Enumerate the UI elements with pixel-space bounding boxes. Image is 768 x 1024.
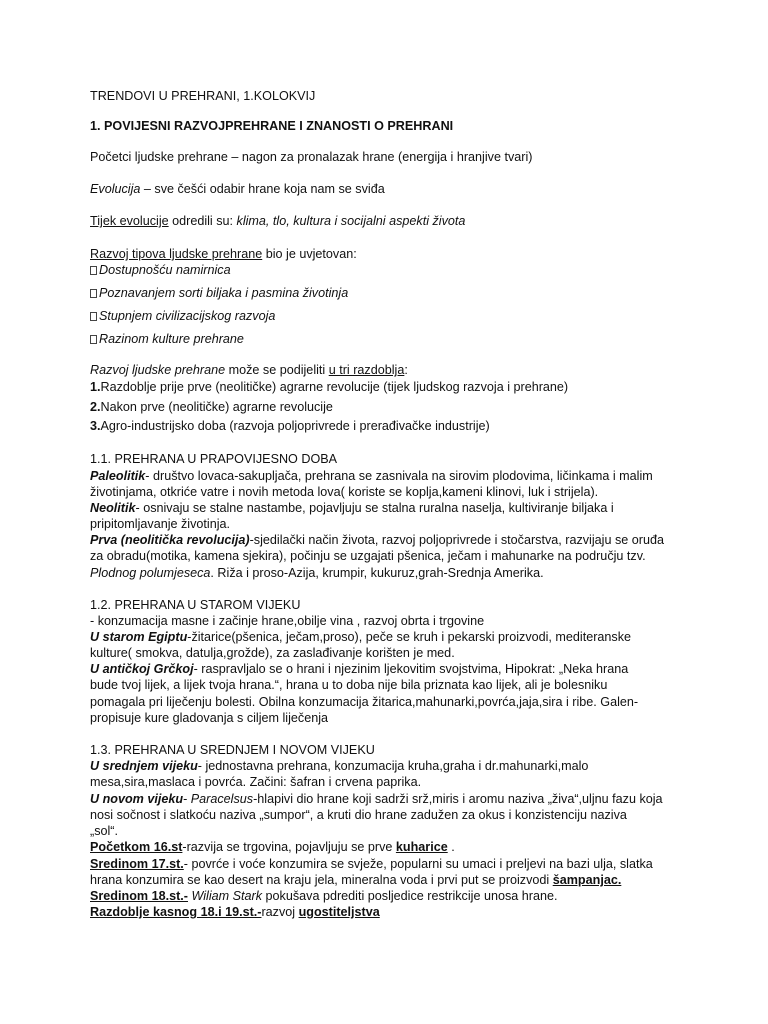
paragraph-line xyxy=(90,565,544,581)
paragraph-line xyxy=(90,872,621,888)
text: - društvo lovaca-sakupljača, prehrana se zasnivala na sirovim plodovima, ličinkama i malim xyxy=(145,469,653,483)
text: – sve češći odabir hrane koja nam se sviđa xyxy=(140,182,385,196)
paragraph-line: za obradu(motika, kamena sjekira), počinju se uzgajati pšenica, ječam i mahunarke na području tzv. xyxy=(90,549,646,563)
text: odredili su: xyxy=(168,214,234,228)
text: - jednostavna prehrana, konzumacija kruha,graha i dr.mahunarki,malo xyxy=(197,759,589,773)
text: 2. xyxy=(90,400,101,414)
paragraph-line: nosi sočnost i slatkoću naziva „sumpor“, a kruti dio hrane zadužen za okus i konzistenciju naziva xyxy=(90,808,627,822)
text: U novom vijeku xyxy=(90,792,184,806)
paragraph-line: životinjama, otkriće vatre i novih metoda lova( koriste se koplja,kameni klinovi, luk i strijela). xyxy=(90,485,599,499)
text: Razdoblje kasnog 18.i 19.st.- xyxy=(90,905,262,919)
paragraph-line: mesa,sira,maslaca i povrća. Začini: šafran i crvena paprika. xyxy=(90,775,422,789)
text: Stupnjem civilizacijskog razvoja xyxy=(99,309,276,323)
paragraph-paleolitik xyxy=(90,468,653,484)
text: Početkom 16.st xyxy=(90,840,183,854)
text: - povrće i voće konzumira se svježe, popularni su umaci i preljevi na bazi ulja, slatka xyxy=(183,857,653,871)
section-heading-1-2: 1.2. PREHRANA U STAROM VIJEKU xyxy=(90,598,301,612)
text: Razvoj ljudske prehrane xyxy=(90,363,226,377)
text: bio je uvjetovan: xyxy=(262,247,357,261)
paragraph-neolitik xyxy=(90,500,614,516)
text: u tri razdoblja xyxy=(328,363,405,377)
text: Agro-industrijsko doba (razvoja poljoprivrede i prerađivačke industrije) xyxy=(100,419,490,433)
text: Razinom kulture prehrane xyxy=(99,332,244,346)
period-item xyxy=(90,399,333,415)
text: -žitarice(pšenica, ječam,proso), peče se kruh i pekarski proizvodi, mediteranske xyxy=(187,630,632,644)
paragraph-evolution-course xyxy=(90,213,465,229)
text: pokušava pdrediti posljedice restrikcije unosa hrane. xyxy=(262,889,558,903)
text: ugostiteljstva xyxy=(298,905,380,919)
text: : xyxy=(404,363,408,377)
bullet-item xyxy=(90,262,231,278)
text: Neolitik xyxy=(90,501,136,515)
paragraph-18st xyxy=(90,888,557,904)
text: kuharice xyxy=(395,840,448,854)
paragraph-origins: Početci ljudske prehrane – nagon za pronalazak hrane (energija i hranjive tvari) xyxy=(90,150,533,164)
text: U antičkoj Grčkoj xyxy=(90,662,194,676)
bullet-item xyxy=(90,285,348,301)
text: - raspravljalo se o hrani i njezinim ljekovitim svojstvima, Hipokrat: „Neka hrana xyxy=(193,662,629,676)
text: može se podijeliti xyxy=(225,363,329,377)
bullet-item xyxy=(90,331,244,347)
bullet-box-icon xyxy=(90,335,97,344)
period-item xyxy=(90,379,568,395)
paragraph-17st xyxy=(90,856,653,872)
period-item xyxy=(90,418,490,434)
paragraph-types xyxy=(90,246,357,262)
text: Sredinom 18.st.- xyxy=(90,889,188,903)
paragraph-egipat xyxy=(90,629,631,645)
paragraph-line: pomagala pri liječenju bolesti. Obilna konzumacija žitarica,mahunarki,povrća,jaja,sira i ribe. Galen- xyxy=(90,695,639,709)
paragraph-grcka xyxy=(90,661,628,677)
text: - xyxy=(183,792,191,806)
section-heading-1: 1. POVIJESNI RAZVOJPREHRANE I ZNANOSTI O PREHRANI xyxy=(90,119,454,133)
text: -razvija se trgovina, pojavljuju se prve xyxy=(182,840,396,854)
paragraph-line: pripitomljavanje životinja. xyxy=(90,517,230,531)
text: Dostupnošću namirnica xyxy=(99,263,231,277)
document-title: TRENDOVI U PREHRANI, 1.KOLOKVIJ xyxy=(90,89,316,103)
paragraph-line: „sol“. xyxy=(90,824,118,838)
paragraph-line: kulture( smokva, datulja,grožde), za zaslađivanje korišten je med. xyxy=(90,646,455,660)
text: Paracelsus xyxy=(190,792,254,806)
text: 1. xyxy=(90,380,101,394)
bullet-box-icon xyxy=(90,266,97,275)
text: Prva (neolitička revolucija) xyxy=(90,533,250,547)
text: Paleolitik xyxy=(90,469,146,483)
paragraph-line: bude tvoj lijek, a lijek tvoja hrana.“, hrana u to doba nije bila priznata kao lijek, ali je bolesniku xyxy=(90,678,608,692)
text: - osnivaju se stalne nastambe, pojavljuju se stalna ruralna naselja, kultiviranje biljaka i xyxy=(135,501,614,515)
paragraph-line: propisuje kure gladovanja s ciljem liječenja xyxy=(90,711,329,725)
term-evolucija: Evolucija xyxy=(90,182,141,196)
text: hrana konzumira se kao desert na kraju jela, mineralna voda i prvi put se proizvodi xyxy=(90,873,553,887)
text: U starom Egiptu xyxy=(90,630,188,644)
bullet-box-icon xyxy=(90,312,97,321)
text: 3. xyxy=(90,419,101,433)
text: Nakon prve (neolitičke) agrarne revolucije xyxy=(100,400,333,414)
text: Razdoblje prije prve (neolitičke) agrarne revolucije (tijek ljudskog razvoja i prehrane) xyxy=(100,380,569,394)
paragraph-19st xyxy=(90,904,380,920)
paragraph-novi-vijek xyxy=(90,791,663,807)
term-tijek-evolucije: Tijek evolucije xyxy=(90,214,169,228)
section-heading-1-1: 1.1. PREHRANA U PRAPOVIJESNO DOBA xyxy=(90,452,338,466)
text: -sjedilački način života, razvoj poljoprivrede i stočarstva, razvijaju se oruđa xyxy=(249,533,664,547)
paragraph-evolution xyxy=(90,181,385,197)
paragraph-prva-revolucija xyxy=(90,532,664,548)
text: . Riža i proso-Azija, krumpir, kukuruz,grah-Srednja Amerika. xyxy=(210,566,544,580)
section-heading-1-3: 1.3. PREHRANA U SREDNJEM I NOVOM VIJEKU xyxy=(90,743,375,757)
bullet-item xyxy=(90,308,275,324)
text: razvoj xyxy=(261,905,299,919)
term-razvoj-tipova: Razvoj tipova ljudske prehrane xyxy=(90,247,263,261)
text: Sredinom 17.st. xyxy=(90,857,184,871)
paragraph-16st xyxy=(90,839,455,855)
text: šampanjac. xyxy=(552,873,622,887)
text: klima, tlo, kultura i socijalni aspekti života xyxy=(233,214,466,228)
text: Poznavanjem sorti biljaka i pasmina životinja xyxy=(99,286,349,300)
text: . xyxy=(447,840,455,854)
paragraph-srednji-vijek xyxy=(90,758,588,774)
text: U srednjem vijeku xyxy=(90,759,198,773)
text: Wiliam Stark xyxy=(191,889,263,903)
paragraph-line: - konzumacija masne i začinje hrane,obilje vina , razvoj obrta i trgovine xyxy=(90,614,485,628)
text: -hlapivi dio hrane koji sadrži srž,miris i aromu naziva „živa“,uljnu fazu koja xyxy=(253,792,663,806)
text: Plodnog polumjeseca xyxy=(90,566,211,580)
paragraph-periods-intro xyxy=(90,362,408,378)
bullet-box-icon xyxy=(90,289,97,298)
